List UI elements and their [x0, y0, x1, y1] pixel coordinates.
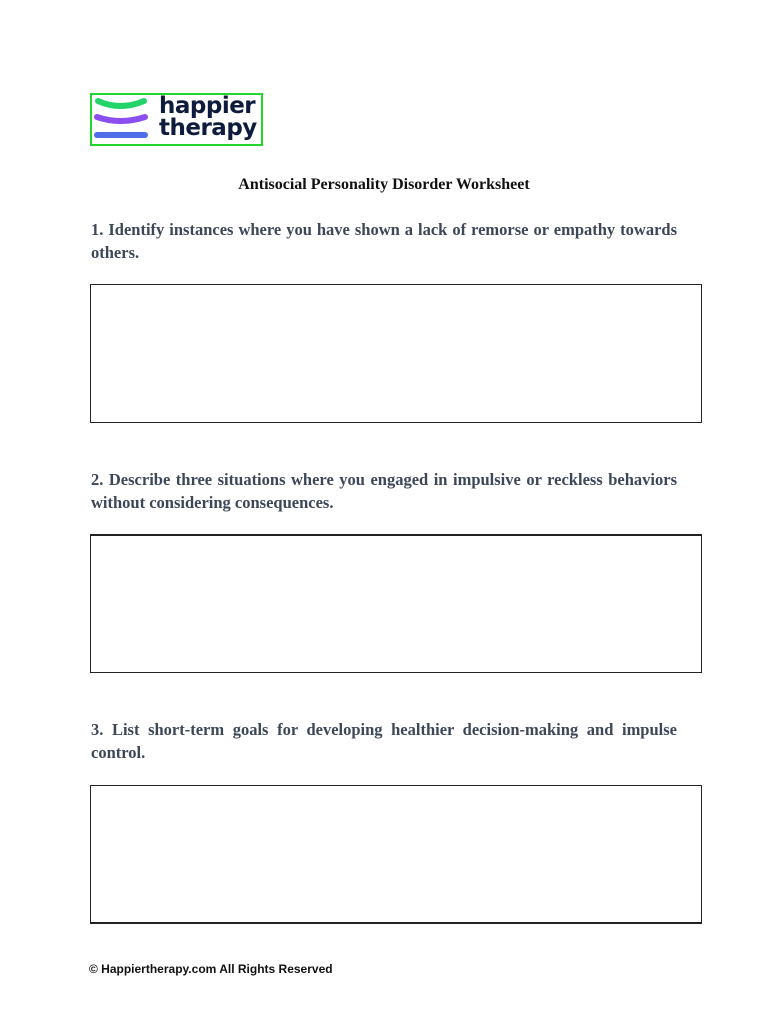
- logo-text-therapy: therapy: [159, 115, 257, 141]
- question-1: 1. Identify instances where you have shown a lack of remorse or empathy towards others.: [91, 220, 677, 262]
- answer-box-3[interactable]: [90, 785, 702, 924]
- copyright-footer: © Happiertherapy.com All Rights Reserved: [89, 962, 333, 976]
- happier-therapy-logo: [90, 93, 263, 146]
- question-3: 3. List short-term goals for developing healthier decision-making and impulse control.: [91, 720, 677, 762]
- answer-box-2[interactable]: [90, 534, 702, 673]
- worksheet-title: Antisocial Personality Disorder Worksheet: [238, 176, 530, 193]
- logo-text-happier: happier: [159, 93, 256, 119]
- answer-box-1[interactable]: [90, 284, 702, 423]
- question-2: 2. Describe three situations where you engaged in impulsive or reckless behaviors without considering consequences.: [91, 470, 677, 512]
